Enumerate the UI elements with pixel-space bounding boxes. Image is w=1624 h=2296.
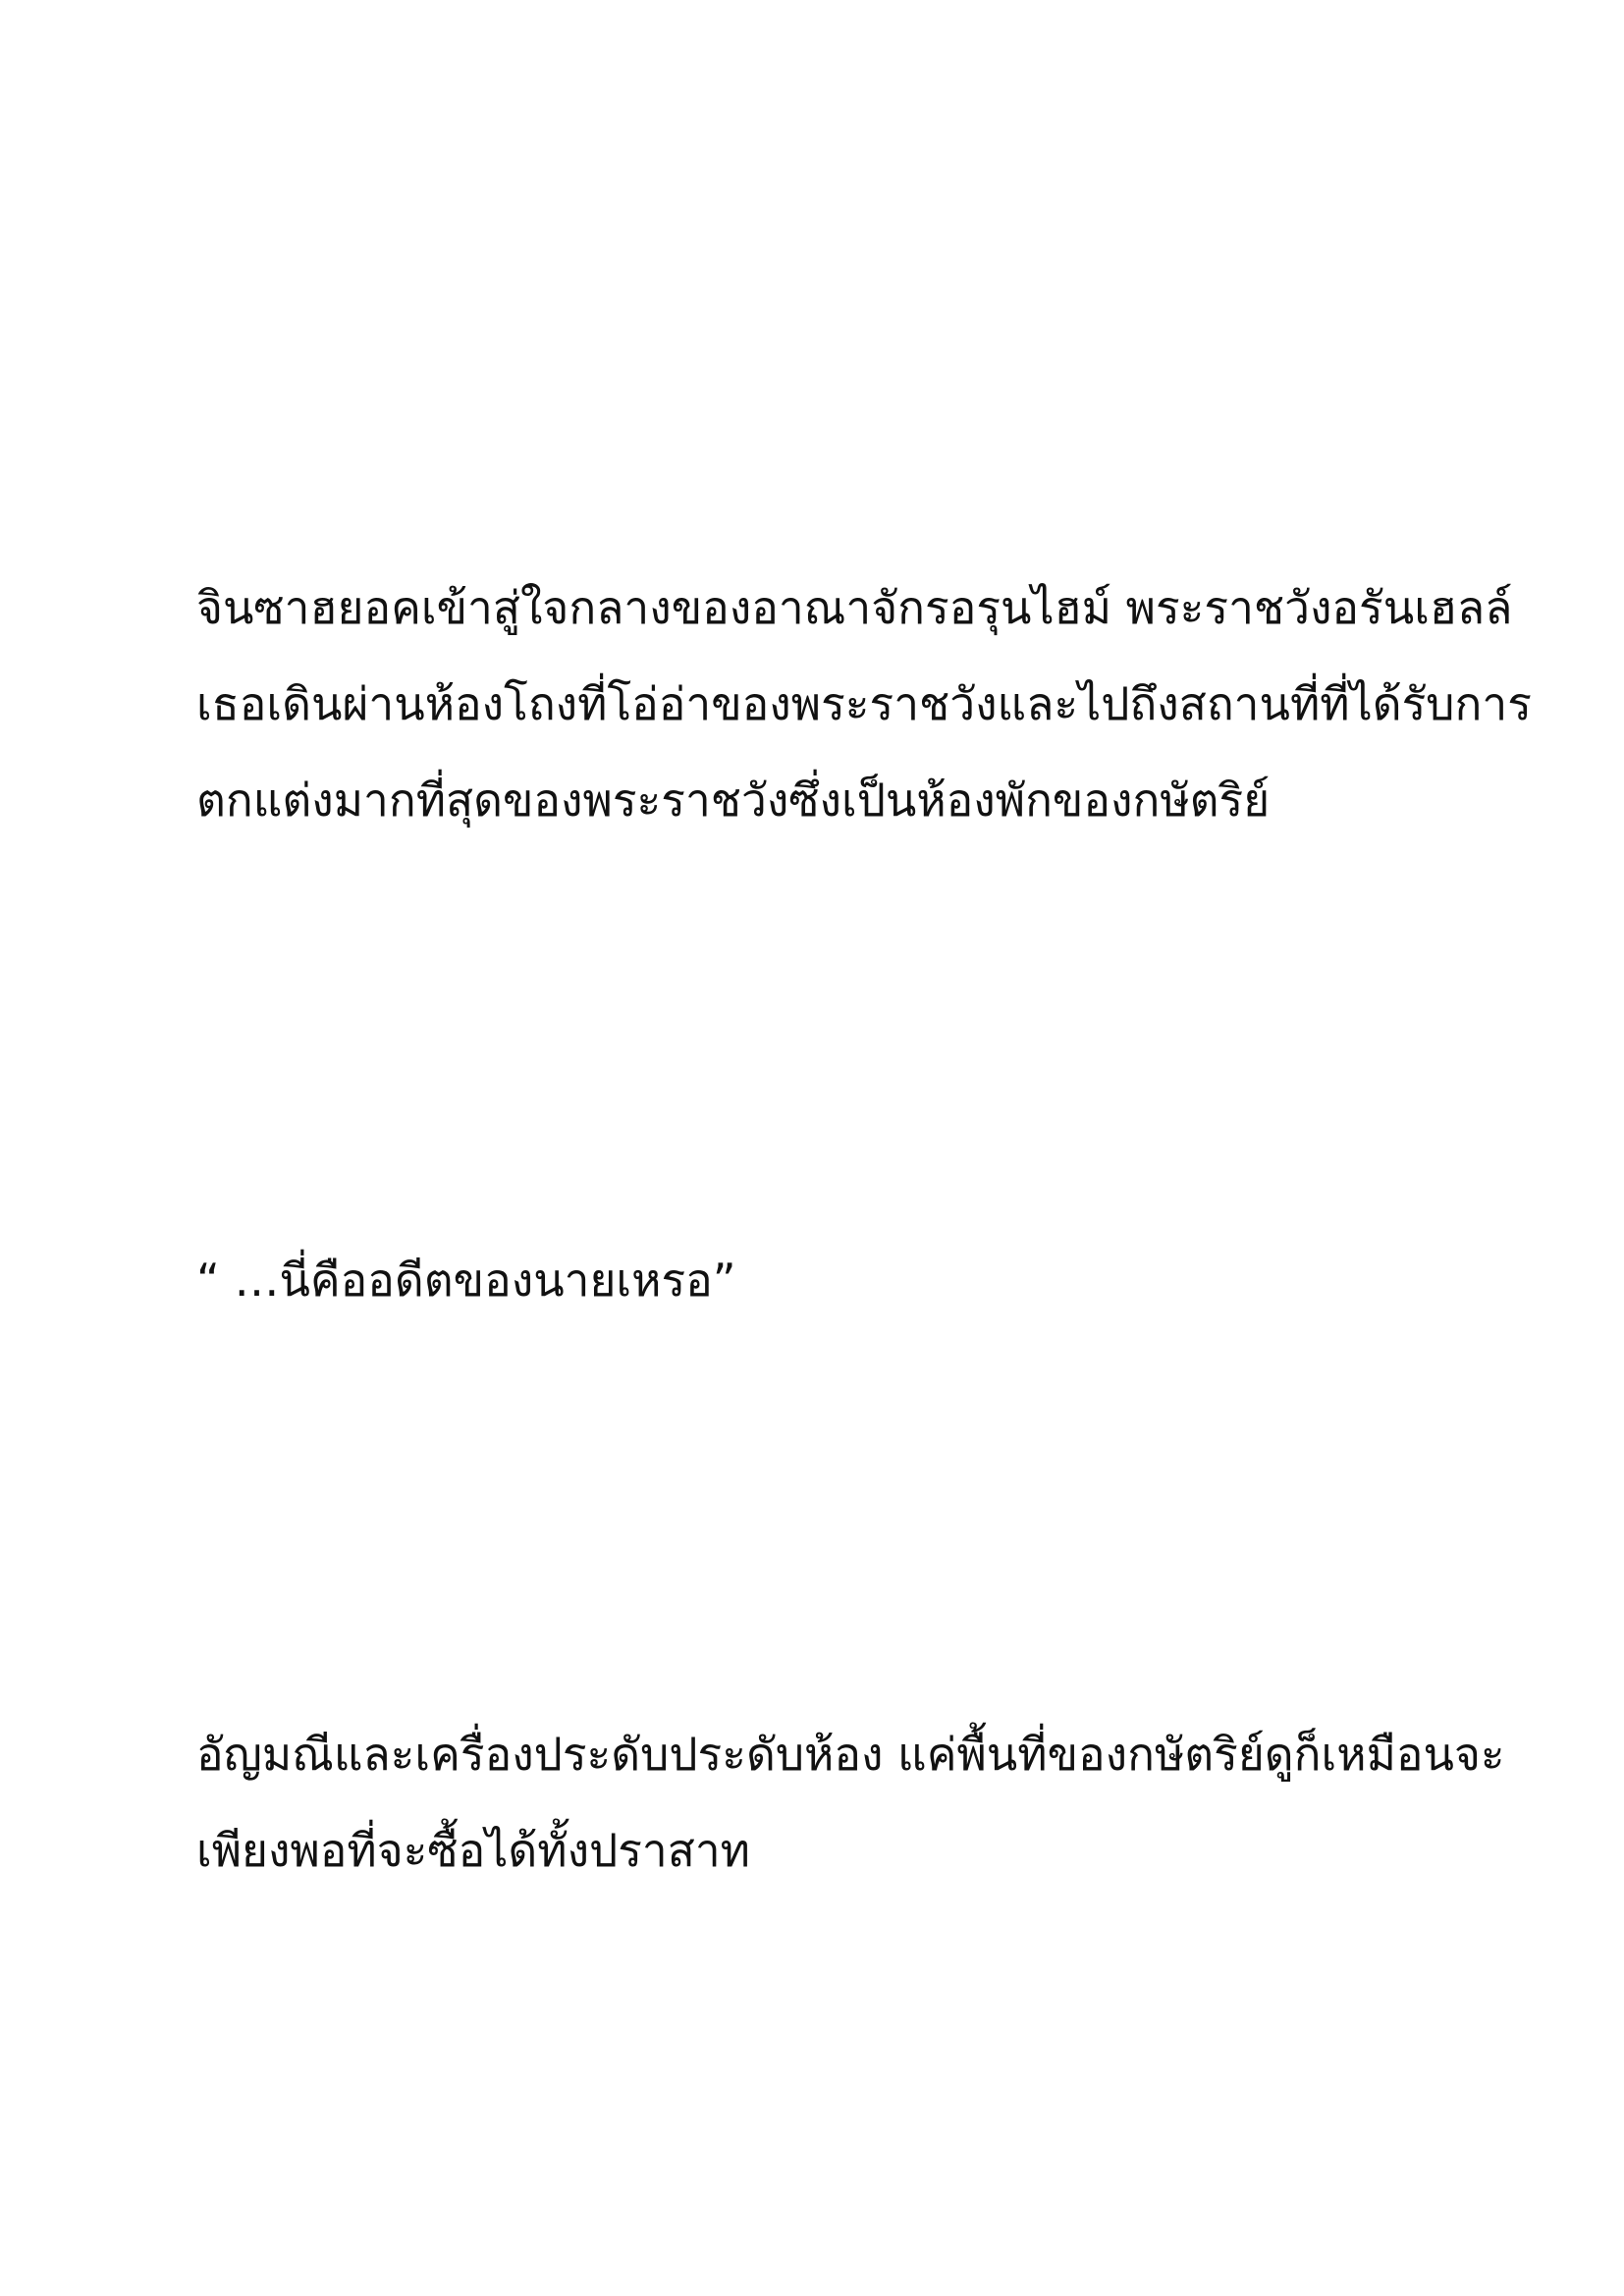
text-line: ตกแต่งมากที่สุดของพระราชวังซึ่งเป็นห้องพักของกษัตริย์ — [196, 774, 1271, 827]
text-line: เธอเดินผ่านห้องโถงที่โอ่อ่าของพระราชวังและไปถึงสถานที่ที่ได้รับการ — [196, 677, 1532, 730]
text-line: จินซาฮยอคเข้าสู่ใจกลางของอาณาจักรอรุนไฮม์ พระราชวังอรันเฮลล์ — [196, 581, 1513, 634]
text-line: เพียงพอที่จะซื้อได้ทั้งปราสาท — [196, 1824, 750, 1877]
dialogue-paragraph — [196, 1232, 1473, 1328]
narration-paragraph-1 — [196, 560, 1532, 848]
text-line: “ …นี่คืออดีตของนายเหรอ” — [196, 1254, 736, 1307]
text-line: อัญมณีและเครื่องประดับประดับห้อง แค่พื้นที่ของกษัตริย์ดูก็เหมือนจะ — [196, 1728, 1505, 1781]
narration-paragraph-2 — [196, 1706, 1505, 1898]
